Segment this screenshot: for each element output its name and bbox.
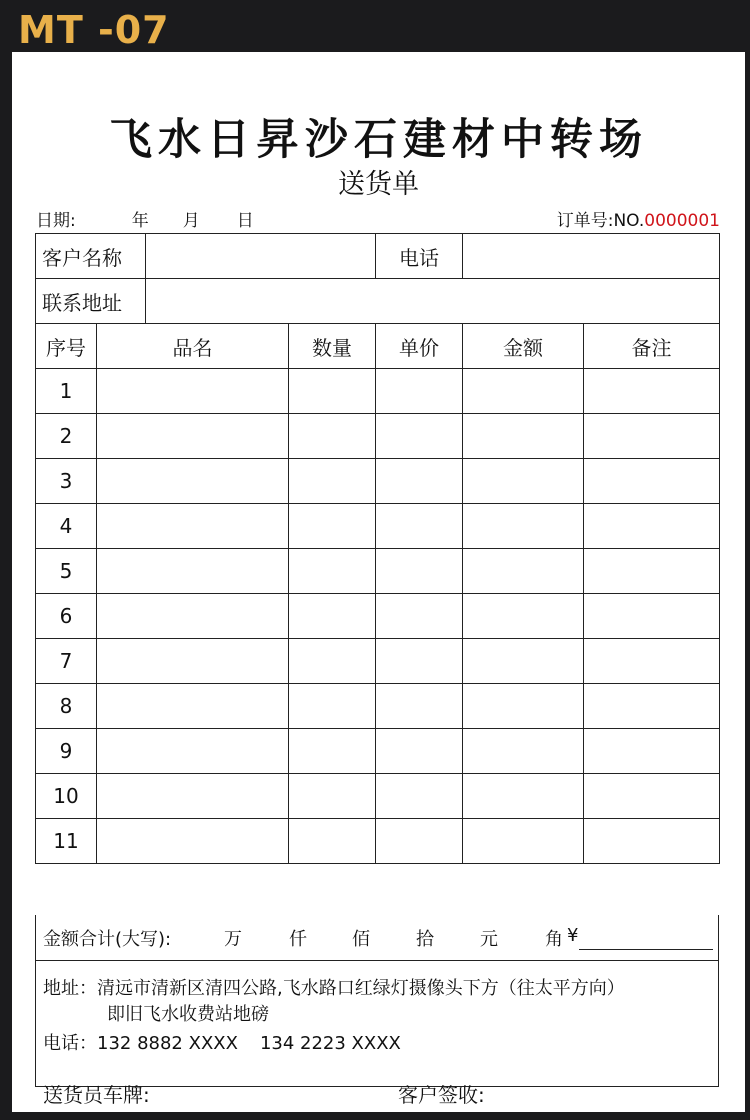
order-label: 订单号:NO. (556, 211, 645, 231)
col-header-remarks: 备注 (584, 324, 720, 369)
quantity-cell[interactable] (289, 549, 376, 594)
order-number-line (557, 206, 720, 231)
unit-price-cell[interactable] (376, 414, 463, 459)
unit-price-cell[interactable] (376, 504, 463, 549)
row-index: 2 (36, 414, 97, 459)
date-line (36, 206, 254, 231)
company-address-line1: 地址：清远市清新区清四公路,飞水路口红绿灯摄像头下方（往太平方向） (43, 978, 625, 999)
customer-signature-label: 客户签收: (398, 1083, 485, 1107)
amount-cell[interactable] (463, 819, 584, 864)
col-header-unit-price: 单价 (376, 324, 463, 369)
remarks-cell[interactable] (584, 459, 720, 504)
table-row (36, 594, 720, 639)
remarks-cell[interactable] (584, 639, 720, 684)
remarks-cell[interactable] (584, 549, 720, 594)
product-cell[interactable] (97, 639, 289, 684)
delivery-table (35, 233, 720, 864)
table-row (36, 369, 720, 414)
amount-cell[interactable] (463, 459, 584, 504)
remarks-cell[interactable] (584, 774, 720, 819)
unit-price-cell[interactable] (376, 819, 463, 864)
table-row (36, 684, 720, 729)
remarks-cell[interactable] (584, 504, 720, 549)
row-index: 7 (36, 639, 97, 684)
amount-cell[interactable] (463, 594, 584, 639)
unit-price-cell[interactable] (376, 729, 463, 774)
table-row (36, 414, 720, 459)
currency-symbol: ¥ (567, 925, 579, 946)
amount-cell[interactable] (463, 504, 584, 549)
unit-qian: 仟 (289, 929, 307, 950)
amount-cell[interactable] (463, 549, 584, 594)
date-day: 日 (236, 211, 254, 231)
remarks-cell[interactable] (584, 819, 720, 864)
amount-cell[interactable] (463, 729, 584, 774)
company-address-line2: 即旧飞水收费站地磅 (107, 1004, 269, 1025)
footer-section (35, 915, 719, 1107)
amount-cell[interactable] (463, 414, 584, 459)
quantity-cell[interactable] (289, 459, 376, 504)
quantity-cell[interactable] (289, 819, 376, 864)
delivery-note-paper (12, 52, 745, 1112)
product-cell[interactable] (97, 684, 289, 729)
company-phones (43, 1029, 401, 1055)
phone-label-footer: 电话： (43, 1033, 97, 1054)
quantity-cell[interactable] (289, 369, 376, 414)
table-row (36, 729, 720, 774)
document-subtitle: 送货单 (338, 169, 419, 200)
product-cell[interactable] (97, 414, 289, 459)
customer-name-field[interactable] (146, 234, 376, 279)
address-row (36, 279, 720, 324)
product-cell[interactable] (97, 729, 289, 774)
table-row (36, 819, 720, 864)
unit-jiao: 角 (545, 929, 563, 950)
unit-price-cell[interactable] (376, 549, 463, 594)
col-header-amount: 金额 (463, 324, 584, 369)
customer-name-label: 客户名称 (36, 234, 146, 279)
unit-shi: 拾 (416, 929, 434, 950)
product-cell[interactable] (97, 774, 289, 819)
row-index: 6 (36, 594, 97, 639)
table-header-row (36, 324, 720, 369)
row-index: 10 (36, 774, 97, 819)
row-index: 4 (36, 504, 97, 549)
contact-address-label: 联系地址 (36, 279, 146, 324)
table-row (36, 459, 720, 504)
phone-number-2: 134 2223 XXXX (259, 1033, 401, 1054)
row-index: 5 (36, 549, 97, 594)
quantity-cell[interactable] (289, 639, 376, 684)
date-year: 年 (131, 211, 149, 231)
remarks-cell[interactable] (584, 594, 720, 639)
quantity-cell[interactable] (289, 414, 376, 459)
row-index: 1 (36, 369, 97, 414)
amount-blank-line[interactable] (579, 949, 713, 950)
remarks-cell[interactable] (584, 414, 720, 459)
quantity-cell[interactable] (289, 774, 376, 819)
unit-bai: 佰 (352, 929, 370, 950)
phone-label: 电话 (376, 234, 463, 279)
unit-price-cell[interactable] (376, 774, 463, 819)
order-number: 0000001 (644, 211, 720, 231)
unit-wan: 万 (224, 929, 242, 950)
date-month: 月 (182, 211, 200, 231)
table-row (36, 774, 720, 819)
unit-yuan: 元 (480, 929, 498, 950)
quantity-cell[interactable] (289, 684, 376, 729)
amount-cell[interactable] (463, 774, 584, 819)
col-header-index: 序号 (36, 324, 97, 369)
unit-price-cell[interactable] (376, 639, 463, 684)
row-index: 9 (36, 729, 97, 774)
product-cell[interactable] (97, 459, 289, 504)
phone-number-1: 132 8882 XXXX (97, 1033, 238, 1054)
model-code-label: MT -07 (18, 8, 170, 52)
remarks-cell[interactable] (584, 369, 720, 414)
phone-field[interactable] (463, 234, 720, 279)
col-header-product: 品名 (97, 324, 289, 369)
amount-total-row (36, 915, 718, 961)
quantity-cell[interactable] (289, 594, 376, 639)
table-row (36, 504, 720, 549)
col-header-quantity: 数量 (289, 324, 376, 369)
table-row (36, 639, 720, 684)
table-row (36, 549, 720, 594)
quantity-cell[interactable] (289, 729, 376, 774)
product-cell[interactable] (97, 369, 289, 414)
driver-plate-label: 送货员车牌: (43, 1083, 150, 1107)
quantity-cell[interactable] (289, 504, 376, 549)
unit-price-cell[interactable] (376, 459, 463, 504)
row-index: 11 (36, 819, 97, 864)
product-cell[interactable] (97, 819, 289, 864)
remarks-cell[interactable] (584, 729, 720, 774)
company-title: 飞水日昇沙石建材中转场 (109, 115, 648, 165)
customer-row (36, 234, 720, 279)
amount-cell[interactable] (463, 684, 584, 729)
product-cell[interactable] (97, 594, 289, 639)
amount-cell[interactable] (463, 639, 584, 684)
product-cell[interactable] (97, 504, 289, 549)
unit-price-cell[interactable] (376, 684, 463, 729)
row-index: 8 (36, 684, 97, 729)
date-label: 日期: (36, 211, 76, 231)
amount-total-label: 金额合计(大写): (43, 929, 172, 950)
unit-price-cell[interactable] (376, 594, 463, 639)
contact-address-field[interactable] (146, 279, 720, 324)
unit-price-cell[interactable] (376, 369, 463, 414)
remarks-cell[interactable] (584, 684, 720, 729)
row-index: 3 (36, 459, 97, 504)
product-cell[interactable] (97, 549, 289, 594)
amount-cell[interactable] (463, 369, 584, 414)
